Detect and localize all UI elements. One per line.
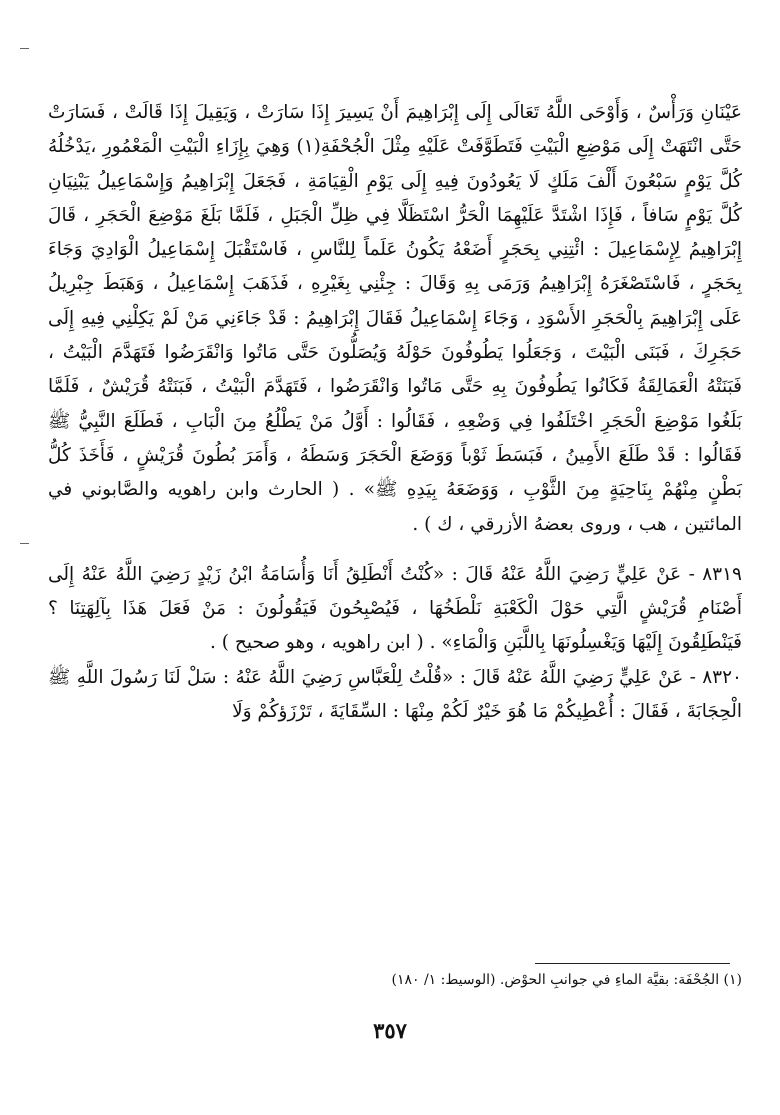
margin-mark <box>20 48 29 49</box>
hadith-8320: ٨٣٢٠ - عَنْ عَلِيٍّ رَضِيَ اللَّهُ عَنْهُ قَالَ : «قُلْتُ لِلْعَبَّاسِ رَضِيَ اللَّهُ عَنْهُ : سَلْ لَنَا رَسُولَ اللَّهِ ﷺ الْحِجَابَةَ ، فَقَالَ : أُعْطِيكُمْ مَا هُوَ خَيْرٌ لَكُمْ مِنْهَا : السِّقَايَةَ ، تَرْزَؤكُمْ وَلَا <box>48 666 742 723</box>
footnote: (١) الجُحْفَة: بقيَّة الماءِ في جوانبِ الحوْض. (الوسيط: ١/ ١٨٠) <box>391 972 742 988</box>
main-text <box>48 96 742 729</box>
hadith-8319: ٨٣١٩ - عَنْ عَلِيٍّ رَضِيَ اللَّهُ عَنْهُ قَالَ : «كُنْتُ أَنْطَلِقُ أَنَا وَأُسَامَةُ ابْنُ زَيْدٍ رَضِيَ اللَّهُ عَنْهُ إِلَى أَصْنَامِ قُرَيْشٍ الَّتِي حَوْلَ الْكَعْبَةِ نَلْطَخُهَا ، فَيُصْبِحُونَ فَيَقُولُونَ : مَنْ فَعَلَ هَذَا بِآلِهَتِنَا ؟ فَيَنْطَلِقُونَ إِلَيْهَا وَيَغْسِلُونَهَا بِاللَّبَنِ وَالْمَاءِ» . ( ابن راهويه ، وهو صحيح ) . <box>48 563 742 654</box>
footnote-divider <box>535 963 730 964</box>
page-number: ٣٥٧ <box>373 1018 407 1043</box>
paragraph-gap <box>48 542 742 558</box>
paragraph-continuation: عَيْنَانِ وَرَأْسٌ ، وَأَوْحَى اللَّهُ تَعَالَى إِلَى إِبْرَاهِيمَ أَنْ يَسِيرَ إِذَا سَارَتْ ، وَيَقِيلَ إِذَا قَالَتْ ، فَسَارَتْ حَتَّى انْتَهَتْ إِلَى مَوْضِعِ الْبَيْتِ فَتَطَوَّفَتْ عَلَيْهِ مِثْلَ الْجُحْفَةِ(١) وَهِيَ بِإِزَاءِ الْبَيْتِ الْمَعْمُورِ ،يَدْخُلُهُ كُلَّ يَوْمٍ سَبْعُونَ أَلْفَ مَلَكٍ لَا يَعُودُونَ فِيهِ إِلَى يَوْمِ الْقِيَامَةِ ، فَجَعَلَ إِبْرَاهِيمُ وَإِسْمَاعِيلُ يَبْنِيَانِ كُلَّ يَوْمٍ سَافاً ، فَإِذَا اشْتَدَّ عَلَيْهِمَا الْحَرُّ اسْتَظَلَّا فِي ظِلِّ الْجَبَلِ ، فَلَمَّا بَلَغَ مَوْضِعَ الْحَجَرِ ، قَالَ إِبْرَاهِيمُ لِإِسْمَاعِيلَ : ائْتِنِي بِحَجَرٍ أَضَعْهُ يَكُونُ عَلَماً لِلنَّاسِ ، فَاسْتَقْبَلَ إِسْمَاعِيلُ الْوَادِيَ وَجَاءَ بِحَجَرٍ ، فَاسْتَصْغَرَهُ إِبْرَاهِيمُ وَرَمَى بِهِ وَقَالَ : جِئْنِي بِغَيْرِهِ ، فَذَهَبَ إِسْمَاعِيلُ ، وَهَبَطَ جِبْرِيلُ عَلَى إِبْرَاهِيمَ بِالْحَجَرِ الأَسْوَدِ ، وَجَاءَ إِسْمَاعِيلُ فَقَالَ إِبْرَاهِيمُ : قَدْ جَاءَنِي مَنْ لَمْ يَكِلْنِي فِيهِ إِلَى حَجَرِكَ ، فَبَنَى الْبَيْتَ ، وَجَعَلُوا يَطُوفُونَ حَوْلَهُ وَيُصَلُّونَ حَتَّى مَاتُوا وَانْقَرَضُوا فَتَهَدَّمَ الْبَيْتُ ، فَبَنَتْهُ الْعَمَالِقَةُ فَكَانُوا يَطُوفُونَ بِهِ حَتَّى مَاتُوا وَانْقَرَضُوا ، فَتَهَدَّمَ الْبَيْتُ ، فَبَنَتْهُ قُرَيْشٌ ، فَلَمَّا بَلَغُوا مَوْضِعَ الْحَجَرِ اخْتَلَفُوا فِي وَضْعِهِ ، فَقَالُوا : أَوَّلُ مَنْ يَطْلُعُ مِنَ الْبَابِ ، فَطَلَعَ النَّبِيُّ ﷺ فَقَالُوا : قَدْ طَلَعَ الأَمِينُ ، فَبَسَطَ ثَوْباً وَوَضَعَ الْحَجَرَ وَسَطَهُ ، وَأَمَرَ بُطُونَ قُرَيْشٍ ، فَأَخَذَ كُلُّ بَطْنٍ مِنْهُمْ بِنَاحِيَةٍ مِنَ الثَّوْبِ ، وَوَضَعَهُ بِيَدِهِ ﷺ» . ( الحارث وابن راهويه والصَّابوني في المائتين ، هب ، وروى بعضهُ الأزرقي ، ك ) . <box>48 102 742 535</box>
margin-mark <box>20 543 29 544</box>
